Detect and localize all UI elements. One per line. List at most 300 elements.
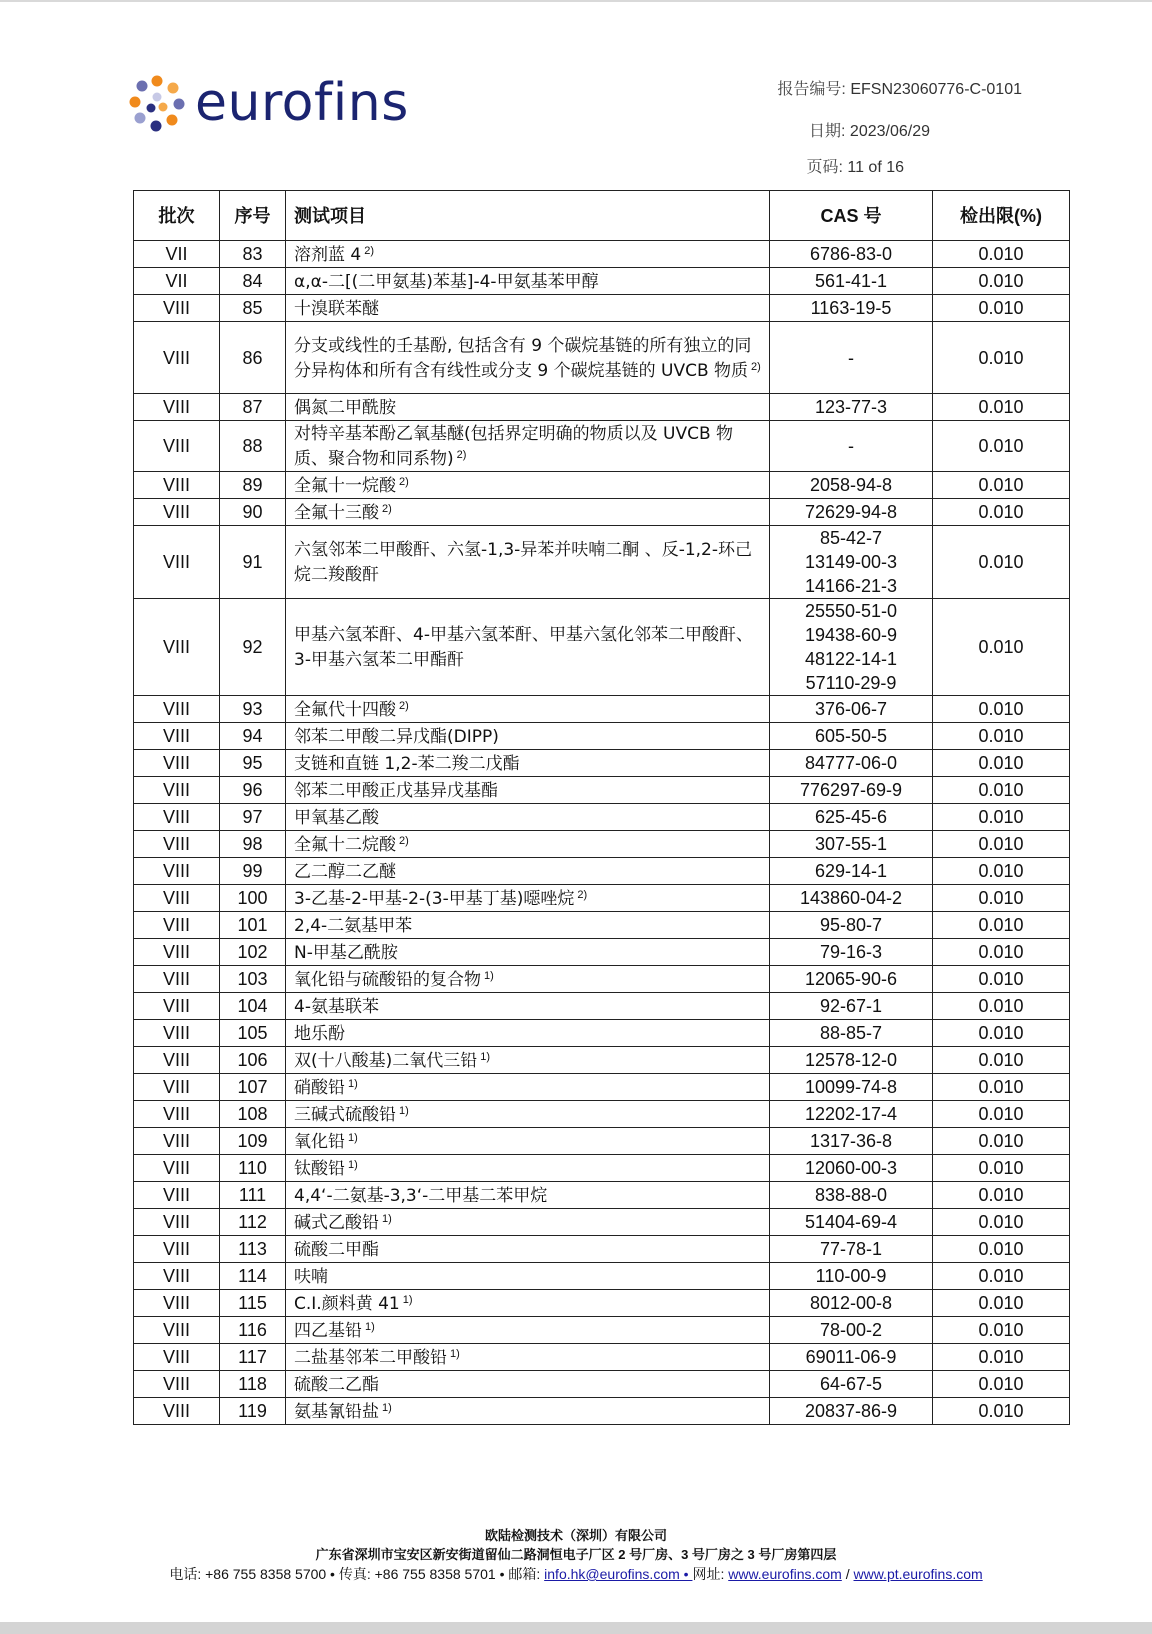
cell-batch: VIII (134, 1398, 220, 1425)
cell-seq: 114 (220, 1263, 286, 1290)
cas-number: 77-78-1 (819, 1239, 883, 1259)
cell-detection-limit: 0.010 (933, 1344, 1070, 1371)
table-row (134, 1182, 1070, 1209)
table-row (134, 295, 1070, 322)
test-item-name: C.I.颜料黄 41 (294, 1293, 400, 1314)
test-item-name: 支链和直链 1,2-苯二羧二戊酯 (294, 753, 520, 774)
cell-batch: VII (134, 268, 220, 295)
test-item-name: 分支或线性的壬基酚, 包括含有 9 个碳烷基链的所有独立的同分异构体和所有含有线性或分支 9 个碳烷基链的 UVCB 物质 (294, 335, 752, 381)
cell-batch: VIII (134, 1236, 220, 1263)
cell-batch: VIII (134, 1020, 220, 1047)
cell-test-item (286, 1020, 770, 1047)
cell-detection-limit: 0.010 (933, 421, 1070, 472)
test-item-name: 邻苯二甲酸二异戊酯(DIPP) (294, 726, 499, 747)
cell-cas (770, 1128, 933, 1155)
cell-seq: 95 (220, 750, 286, 777)
cell-detection-limit: 0.010 (933, 394, 1070, 421)
cas-number: 12060-00-3 (804, 1158, 898, 1178)
cell-cas (770, 1020, 933, 1047)
test-item-name: N-甲基乙酰胺 (294, 942, 398, 963)
cas-number: 95-80-7 (819, 915, 883, 935)
cell-batch: VIII (134, 322, 220, 394)
footer-web-label: 网址: (692, 1566, 729, 1582)
cas-number: 376-06-7 (814, 699, 888, 719)
table-row (134, 1371, 1070, 1398)
test-item-name: 十溴联苯醚 (294, 298, 379, 319)
footer-company: 欧陆检测技术（深圳）有限公司 (484, 1528, 667, 1543)
cell-cas (770, 912, 933, 939)
cas-number: 13149-00-3 (804, 552, 898, 572)
bottom-band (0, 1622, 1152, 1634)
test-item-name: 乙二醇二乙醚 (294, 861, 396, 882)
cell-cas (770, 939, 933, 966)
cell-cas (770, 993, 933, 1020)
cell-test-item (286, 858, 770, 885)
table-row (134, 696, 1070, 723)
cell-seq: 110 (220, 1155, 286, 1182)
cell-cas (770, 499, 933, 526)
cell-batch: VIII (134, 1155, 220, 1182)
test-item-name: α,α-二[(二甲氨基)苯基]-4-甲氨基苯甲醇 (294, 271, 599, 292)
cell-detection-limit: 0.010 (933, 1209, 1070, 1236)
cell-detection-limit: 0.010 (933, 295, 1070, 322)
cell-seq: 90 (220, 499, 286, 526)
cell-batch: VIII (134, 858, 220, 885)
test-item-name: 钛酸铅 (294, 1158, 345, 1179)
test-item-name: 二盐基邻苯二甲酸铅 (294, 1347, 447, 1368)
cell-test-item (286, 526, 770, 599)
cell-seq: 107 (220, 1074, 286, 1101)
cell-detection-limit: 0.010 (933, 599, 1070, 696)
footnote-marker: 2) (399, 699, 409, 712)
date-row (809, 118, 930, 141)
cell-test-item (286, 1074, 770, 1101)
table-row (134, 1290, 1070, 1317)
cell-cas (770, 777, 933, 804)
cell-batch: VIII (134, 804, 220, 831)
cell-detection-limit: 0.010 (933, 1317, 1070, 1344)
test-item-name: 氧化铅与硫酸铅的复合物 (294, 969, 481, 990)
table-row (134, 268, 1070, 295)
test-item-name: 全氟代十四酸 (294, 699, 396, 720)
cell-test-item (286, 1317, 770, 1344)
table-row (134, 1155, 1070, 1182)
cell-detection-limit: 0.010 (933, 966, 1070, 993)
cell-detection-limit: 0.010 (933, 912, 1070, 939)
test-item-name: 全氟十二烷酸 (294, 834, 396, 855)
cas-number: 14166-21-3 (804, 576, 898, 596)
cell-cas (770, 421, 933, 472)
test-item-name: 碱式乙酸铅 (294, 1212, 379, 1233)
cell-batch: VIII (134, 1074, 220, 1101)
cell-batch: VIII (134, 912, 220, 939)
cell-test-item (286, 322, 770, 394)
cell-seq: 112 (220, 1209, 286, 1236)
cell-seq: 88 (220, 421, 286, 472)
test-results-table (133, 190, 1070, 1425)
cell-batch: VIII (134, 831, 220, 858)
cell-batch: VIII (134, 1263, 220, 1290)
cell-seq: 86 (220, 322, 286, 394)
cell-batch: VIII (134, 1182, 220, 1209)
cas-number: 629-14-1 (814, 861, 888, 881)
cell-batch: VIII (134, 1047, 220, 1074)
footnote-marker: 1) (402, 1293, 413, 1306)
cas-number: 12065-90-6 (804, 969, 898, 989)
cell-seq: 92 (220, 599, 286, 696)
cell-seq: 96 (220, 777, 286, 804)
cell-cas (770, 1371, 933, 1398)
cell-cas (770, 696, 933, 723)
cell-test-item (286, 750, 770, 777)
cas-number: 143860-04-2 (799, 888, 903, 908)
footer-contact (0, 1564, 1152, 1584)
cell-seq: 119 (220, 1398, 286, 1425)
cell-batch: VIII (134, 939, 220, 966)
table-row (134, 831, 1070, 858)
cell-batch: VIII (134, 696, 220, 723)
cell-detection-limit: 0.010 (933, 472, 1070, 499)
cell-seq: 99 (220, 858, 286, 885)
cell-detection-limit: 0.010 (933, 1236, 1070, 1263)
test-item-name: 硫酸二乙酯 (294, 1374, 379, 1395)
cell-cas (770, 858, 933, 885)
footnote-marker: 2) (456, 449, 467, 461)
cas-number: 307-55-1 (814, 834, 888, 854)
table-row (134, 723, 1070, 750)
cell-seq: 115 (220, 1290, 286, 1317)
cell-batch: VIII (134, 1101, 220, 1128)
cell-cas (770, 723, 933, 750)
cas-number: 8012-00-8 (809, 1293, 893, 1313)
cell-detection-limit: 0.010 (933, 1155, 1070, 1182)
table-row (134, 421, 1070, 472)
cell-seq: 104 (220, 993, 286, 1020)
cell-test-item (286, 939, 770, 966)
test-item-name: 4,4‘-二氨基-3,3‘-二甲基二苯甲烷 (294, 1185, 548, 1206)
cell-cas (770, 1398, 933, 1425)
cas-number: 625-45-6 (814, 807, 888, 827)
test-item-name: 呋喃 (294, 1266, 328, 1287)
cell-batch: VIII (134, 750, 220, 777)
footnote-marker: 1) (348, 1131, 358, 1144)
cas-number: 776297-69-9 (799, 780, 903, 800)
footnote-marker: 1) (450, 1347, 460, 1360)
table-row (134, 939, 1070, 966)
footnote-marker: 1) (480, 1050, 491, 1063)
table-row (134, 599, 1070, 696)
table-row (134, 1047, 1070, 1074)
cas-number: - (848, 347, 854, 368)
cell-seq: 94 (220, 723, 286, 750)
top-rule (0, 0, 1152, 2)
table-row (134, 966, 1070, 993)
footer-email-link[interactable]: info.hk@eurofins.com • (544, 1566, 693, 1582)
table-row (134, 1398, 1070, 1425)
cell-batch: VIII (134, 1371, 220, 1398)
test-item-name: 溶剂蓝 4 (294, 244, 362, 265)
cell-test-item (286, 295, 770, 322)
cell-detection-limit: 0.010 (933, 804, 1070, 831)
cell-test-item (286, 1101, 770, 1128)
cell-test-item (286, 777, 770, 804)
cell-test-item (286, 1128, 770, 1155)
cell-test-item (286, 696, 770, 723)
footnote-marker: 1) (382, 1212, 392, 1225)
cell-batch: VIII (134, 499, 220, 526)
cell-detection-limit: 0.010 (933, 696, 1070, 723)
table-row (134, 472, 1070, 499)
cell-cas (770, 322, 933, 394)
cell-cas (770, 1209, 933, 1236)
cas-number: 48122-14-1 (804, 649, 898, 669)
cell-detection-limit: 0.010 (933, 777, 1070, 804)
cas-number: 10099-74-8 (804, 1077, 898, 1097)
table-row (134, 1344, 1070, 1371)
cell-test-item (286, 1263, 770, 1290)
cell-cas (770, 1155, 933, 1182)
cell-test-item (286, 599, 770, 696)
cell-test-item (286, 1047, 770, 1074)
footnote-marker: 1) (348, 1077, 358, 1090)
cas-number: 6786-83-0 (809, 244, 893, 264)
cell-test-item (286, 1155, 770, 1182)
cell-detection-limit: 0.010 (933, 526, 1070, 599)
header-item: 测试项目 (286, 191, 770, 241)
cell-batch: VIII (134, 1128, 220, 1155)
cas-number: 25550-51-0 (804, 601, 898, 621)
cell-detection-limit: 0.010 (933, 1074, 1070, 1101)
test-item-name: 硝酸铅 (294, 1077, 345, 1098)
cell-detection-limit: 0.010 (933, 322, 1070, 394)
date-label: 日期: (809, 123, 846, 140)
cell-detection-limit: 0.010 (933, 831, 1070, 858)
cell-detection-limit: 0.010 (933, 1182, 1070, 1209)
cell-seq: 113 (220, 1236, 286, 1263)
cell-batch: VIII (134, 1344, 220, 1371)
cas-number: 12202-17-4 (804, 1104, 898, 1124)
cell-cas (770, 831, 933, 858)
table-row (134, 1074, 1070, 1101)
cell-detection-limit: 0.010 (933, 1101, 1070, 1128)
cell-seq: 102 (220, 939, 286, 966)
cell-cas (770, 1344, 933, 1371)
cas-number: 51404-69-4 (804, 1212, 898, 1232)
cell-seq: 100 (220, 885, 286, 912)
cell-detection-limit: 0.010 (933, 1371, 1070, 1398)
test-item-name: 偶氮二甲酰胺 (294, 397, 396, 418)
cas-number: 110-00-9 (815, 1266, 887, 1286)
cell-cas (770, 804, 933, 831)
cell-seq: 118 (220, 1371, 286, 1398)
footnote-marker: 1) (382, 1401, 392, 1414)
header-cas: CAS 号 (770, 191, 933, 241)
page-footer (0, 1526, 1152, 1584)
cas-number: 19438-60-9 (804, 625, 898, 645)
test-item-name: 甲氧基乙酸 (294, 807, 379, 828)
cell-test-item (286, 241, 770, 268)
test-item-name: 三碱式硫酸铅 (294, 1104, 396, 1125)
cell-cas (770, 268, 933, 295)
cell-cas (770, 599, 933, 696)
test-item-name: 六氢邻苯二甲酸酐、六氢-1,3-异苯并呋喃二酮 、反-1,2-环己烷二羧酸酐 (294, 540, 753, 585)
cell-detection-limit: 0.010 (933, 750, 1070, 777)
cell-detection-limit: 0.010 (933, 885, 1070, 912)
cell-cas (770, 885, 933, 912)
table-row (134, 1236, 1070, 1263)
cell-detection-limit: 0.010 (933, 993, 1070, 1020)
footnote-marker: 1) (365, 1320, 375, 1333)
cell-cas (770, 526, 933, 599)
cell-seq: 111 (220, 1182, 286, 1209)
table-row (134, 1020, 1070, 1047)
footer-phone-fax: 电话: +86 755 8358 5700 • 传真: +86 755 8358 5701 • 邮箱: (169, 1566, 545, 1582)
cell-cas (770, 750, 933, 777)
cell-batch: VIII (134, 526, 220, 599)
cas-number: 12578-12-0 (804, 1050, 898, 1070)
cas-number: 57110-29-9 (805, 673, 897, 693)
footnote-marker: 2) (399, 834, 409, 847)
footer-web-link-2[interactable]: www.pt.eurofins.com (853, 1566, 983, 1582)
cas-number: 1163-19-5 (810, 298, 892, 318)
cell-seq: 109 (220, 1128, 286, 1155)
cas-number: 69011-06-9 (805, 1347, 897, 1367)
cell-seq: 105 (220, 1020, 286, 1047)
cas-number: 20837-86-9 (804, 1401, 898, 1421)
test-item-name: 硫酸二甲酯 (294, 1239, 379, 1260)
footnote-marker: 2) (399, 475, 409, 488)
table-body (134, 241, 1070, 1425)
cas-number: 1317-36-8 (809, 1131, 893, 1151)
footer-web-separator: / (841, 1566, 854, 1582)
report-number-value: EFSN23060776-C-0101 (850, 81, 1022, 98)
cell-detection-limit: 0.010 (933, 1398, 1070, 1425)
cell-batch: VIII (134, 885, 220, 912)
cell-test-item (286, 1290, 770, 1317)
table-row (134, 526, 1070, 599)
cell-cas (770, 1101, 933, 1128)
cell-test-item (286, 1236, 770, 1263)
cell-cas (770, 1290, 933, 1317)
cell-detection-limit: 0.010 (933, 1020, 1070, 1047)
test-item-name: 全氟十三酸 (294, 502, 379, 523)
cell-seq: 101 (220, 912, 286, 939)
cell-cas (770, 1263, 933, 1290)
cell-seq: 91 (220, 526, 286, 599)
cas-number: 85-42-7 (819, 528, 883, 548)
test-item-name: 双(十八酸基)二氧代三铅 (294, 1050, 478, 1071)
cas-number: 84777-06-0 (804, 753, 898, 773)
cell-test-item (286, 723, 770, 750)
cell-batch: VIII (134, 723, 220, 750)
cas-number: 838-88-0 (814, 1185, 888, 1205)
cell-seq: 83 (220, 241, 286, 268)
eurofins-logo (127, 72, 409, 134)
cell-detection-limit: 0.010 (933, 1263, 1070, 1290)
cell-batch: VII (134, 241, 220, 268)
footnote-marker: 1) (399, 1104, 409, 1117)
cell-batch: VIII (134, 472, 220, 499)
cell-test-item (286, 1344, 770, 1371)
cell-detection-limit: 0.010 (933, 241, 1070, 268)
logo-wordmark: eurofins (195, 73, 409, 133)
table-row (134, 912, 1070, 939)
test-item-name: 全氟十一烷酸 (294, 475, 396, 496)
cell-batch: VIII (134, 295, 220, 322)
cell-test-item (286, 1371, 770, 1398)
report-number-label: 报告编号: (777, 81, 846, 98)
cell-detection-limit: 0.010 (933, 1290, 1070, 1317)
header-limit: 检出限(%) (933, 191, 1070, 241)
cell-seq: 103 (220, 966, 286, 993)
footer-web-link-1[interactable]: www.eurofins.com (728, 1566, 842, 1582)
cell-batch: VIII (134, 1317, 220, 1344)
table-header-row (134, 191, 1070, 241)
test-item-name: 氧化铅 (294, 1131, 345, 1152)
cas-number: 79-16-3 (819, 942, 883, 962)
page-value: 11 of 16 (847, 159, 904, 176)
eurofins-dots-icon (127, 73, 187, 133)
cell-batch: VIII (134, 966, 220, 993)
cell-batch: VIII (134, 394, 220, 421)
cas-number: 78-00-2 (819, 1320, 883, 1340)
cas-number: 92-67-1 (819, 996, 883, 1016)
table-row (134, 1128, 1070, 1155)
cas-number: 2058-94-8 (809, 475, 893, 495)
test-item-name: 地乐酚 (294, 1023, 345, 1044)
cell-batch: VIII (134, 1290, 220, 1317)
table-row (134, 750, 1070, 777)
test-item-name: 3-乙基-2-甲基-2-(3-甲基丁基)噁唑烷 (294, 888, 575, 909)
cell-test-item (286, 499, 770, 526)
cell-cas (770, 1182, 933, 1209)
cell-seq: 89 (220, 472, 286, 499)
test-item-name: 甲基六氢苯酐、4-甲基六氢苯酐、甲基六氢化邻苯二甲酸酐、3-甲基六氢苯二甲酯酐 (294, 625, 753, 670)
test-item-name: 氨基氰铅盐 (294, 1401, 379, 1422)
cell-detection-limit: 0.010 (933, 499, 1070, 526)
cell-test-item (286, 1398, 770, 1425)
table-row (134, 804, 1070, 831)
test-item-name: 四乙基铅 (294, 1320, 362, 1341)
footer-address: 广东省深圳市宝安区新安街道留仙二路洞恒电子厂区 2 号厂房、3 号厂房之 3 号厂房第四层 (315, 1547, 837, 1562)
footnote-marker: 1) (484, 969, 494, 982)
test-item-name: 邻苯二甲酸正戊基异戊基酯 (294, 780, 498, 801)
footnote-marker: 2) (751, 360, 761, 373)
cell-test-item (286, 912, 770, 939)
cell-test-item (286, 831, 770, 858)
cell-test-item (286, 1209, 770, 1236)
cell-cas (770, 1236, 933, 1263)
cell-batch: VIII (134, 1209, 220, 1236)
table-row (134, 322, 1070, 394)
cell-seq: 84 (220, 268, 286, 295)
cell-cas (770, 295, 933, 322)
cell-seq: 85 (220, 295, 286, 322)
cell-seq: 93 (220, 696, 286, 723)
test-item-name: 对特辛基苯酚乙氧基醚(包括界定明确的物质以及 UVCB 物质、聚合物和同系物) (294, 424, 734, 469)
cell-test-item (286, 993, 770, 1020)
date-value: 2023/06/29 (849, 123, 930, 140)
page-label: 页码: (806, 159, 843, 176)
cell-seq: 108 (220, 1101, 286, 1128)
table-row (134, 1101, 1070, 1128)
table-row (134, 499, 1070, 526)
cell-detection-limit: 0.010 (933, 723, 1070, 750)
cell-test-item (286, 268, 770, 295)
cell-seq: 98 (220, 831, 286, 858)
cas-number: 64-67-5 (819, 1374, 883, 1394)
footnote-marker: 2) (382, 502, 392, 515)
